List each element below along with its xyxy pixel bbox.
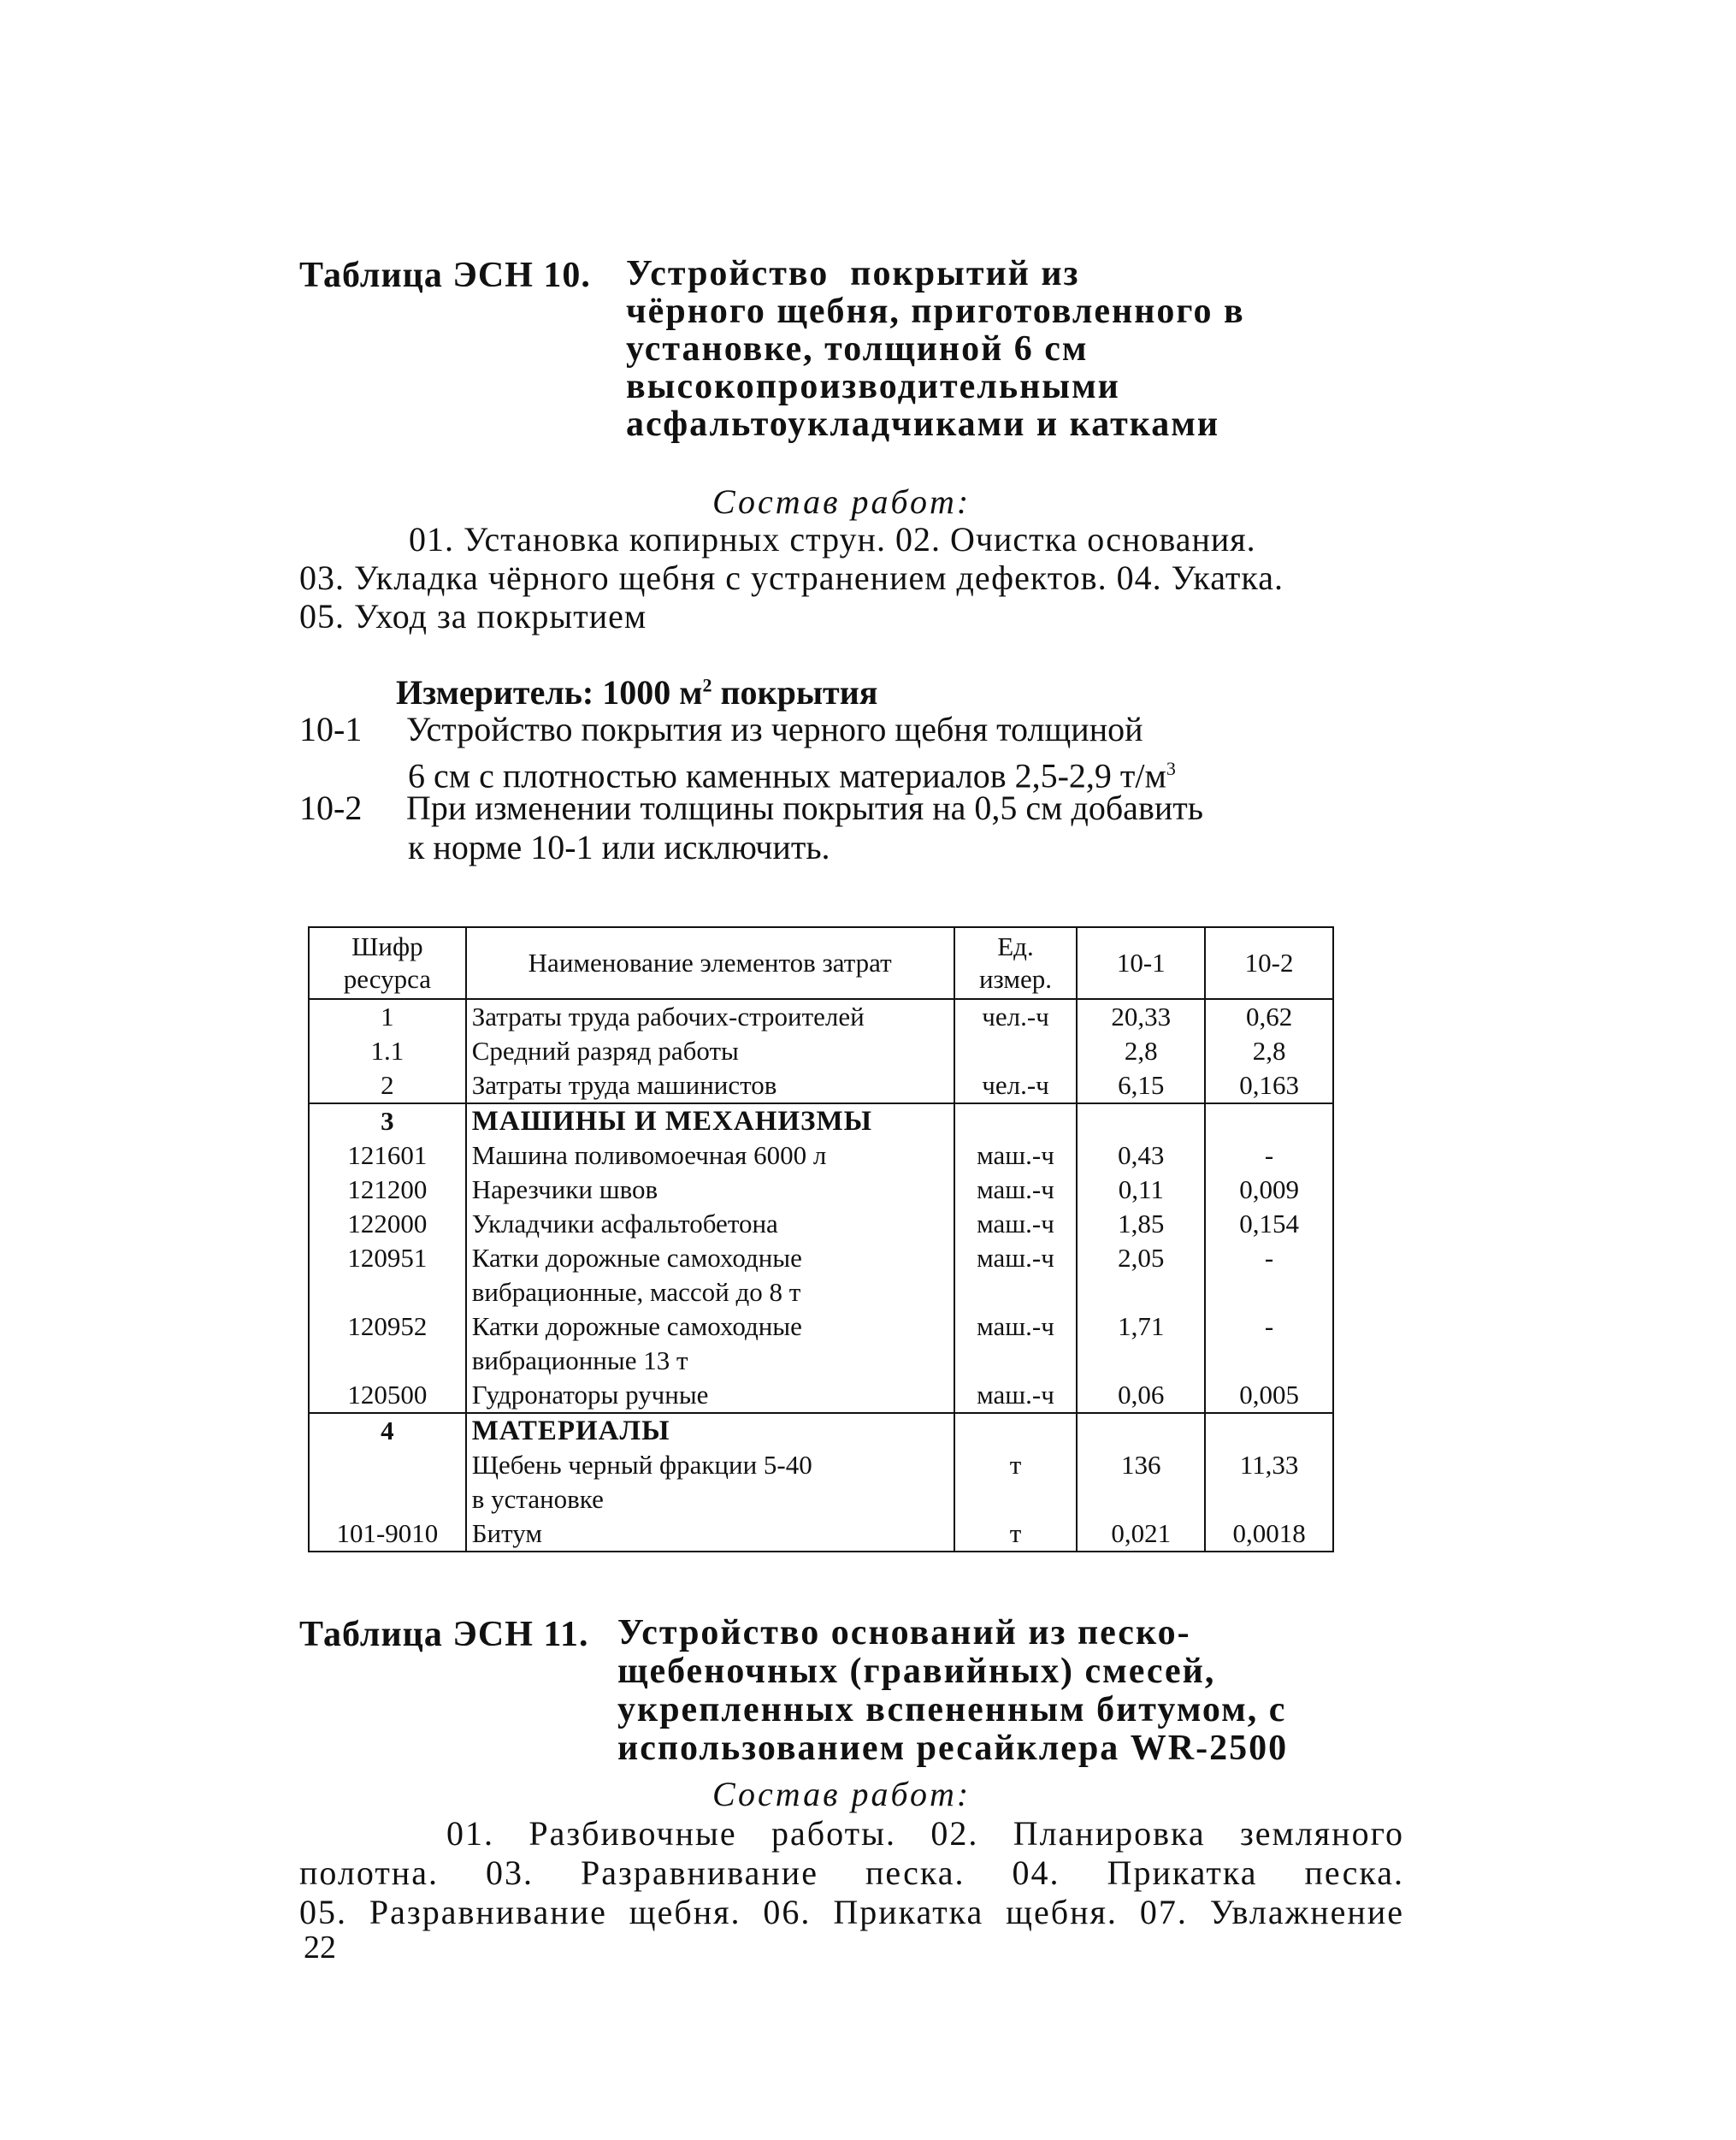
cell-unit	[954, 1344, 1078, 1378]
table-row-continuation	[309, 1275, 1333, 1309]
cell-unit: т	[954, 1516, 1078, 1552]
cell-code	[309, 1275, 466, 1309]
norm-text: Устройство покрытия из черного щебня толщиной	[406, 710, 1143, 748]
cell-code: 3	[309, 1103, 466, 1138]
title-line: Устройство покрытий из	[626, 254, 1080, 293]
cell-value-10-1: 6,15	[1077, 1068, 1205, 1103]
cell-value-10-1: 0,021	[1077, 1516, 1205, 1552]
page-number: 22	[304, 1930, 336, 1966]
cell-value-10-2	[1205, 1103, 1333, 1138]
norm-text-cont: к норме 10-1 или исключить.	[408, 828, 830, 866]
cell-value-10-1: 1,85	[1077, 1207, 1205, 1241]
table-10-label: Таблица ЭСН 10.	[299, 256, 591, 295]
cell-name: Щебень черный фракции 5-40	[466, 1448, 954, 1482]
title-line: использованием ресайклера WR-2500	[617, 1729, 1289, 1768]
table-row	[309, 1378, 1333, 1413]
header-name: Наименование элементов затрат	[466, 927, 954, 999]
cell-name: Нарезчики швов	[466, 1173, 954, 1207]
cell-name: Средний разряд работы	[466, 1034, 954, 1068]
norm-text-line: 6 см с плотностью каменных материалов 2,5-2,9 т/м	[408, 756, 1166, 795]
table-row	[309, 1207, 1333, 1241]
table-row	[309, 1448, 1333, 1482]
cell-value-10-2: 2,8	[1205, 1034, 1333, 1068]
cell-value-10-1: 20,33	[1077, 999, 1205, 1034]
cell-value-10-2	[1205, 1413, 1333, 1448]
composition-line: 03. Укладка чёрного щебня с устранением дефектов. 04. Укатка.	[299, 559, 1284, 597]
cell-name: Затраты труда рабочих-строителей	[466, 999, 954, 1034]
cell-value-10-2: 0,0018	[1205, 1516, 1333, 1552]
table-row-continuation	[309, 1482, 1333, 1516]
cell-unit: маш.-ч	[954, 1138, 1078, 1173]
cell-value-10-2	[1205, 1344, 1333, 1378]
meter-suffix: покрытия	[712, 673, 878, 712]
composition-heading: Состав работ:	[712, 482, 971, 521]
cell-value-10-1: 1,71	[1077, 1309, 1205, 1344]
cell-code: 1	[309, 999, 466, 1034]
cell-unit: маш.-ч	[954, 1173, 1078, 1207]
cell-unit: маш.-ч	[954, 1309, 1078, 1344]
cell-code: 120952	[309, 1309, 466, 1344]
cell-value-10-1: 2,05	[1077, 1241, 1205, 1275]
cell-value-10-2: 0,154	[1205, 1207, 1333, 1241]
resource-table	[308, 926, 1334, 1552]
table-row	[309, 1138, 1333, 1173]
cell-unit: т	[954, 1448, 1078, 1482]
cell-value-10-2: 0,62	[1205, 999, 1333, 1034]
cell-value-10-2: 0,005	[1205, 1378, 1333, 1413]
cell-name: вибрационные, массой до 8 т	[466, 1275, 954, 1309]
cell-value-10-2: 11,33	[1205, 1448, 1333, 1482]
cell-code: 101-9010	[309, 1516, 466, 1552]
cell-unit: чел.-ч	[954, 999, 1078, 1034]
meter-text: Измеритель: 1000 м	[396, 673, 703, 712]
composition-line: 05. Уход за покрытием	[299, 597, 647, 635]
table-header-row	[309, 927, 1333, 999]
table-10-title	[626, 255, 1245, 443]
cell-code	[309, 1482, 466, 1516]
cell-value-10-2: -	[1205, 1138, 1333, 1173]
cell-name: Катки дорожные самоходные	[466, 1309, 954, 1344]
cell-code: 1.1	[309, 1034, 466, 1068]
table-section-row	[309, 1103, 1333, 1138]
cell-name: Затраты труда машинистов	[466, 1068, 954, 1103]
cell-code: 120500	[309, 1378, 466, 1413]
cell-name: Битум	[466, 1516, 954, 1552]
cell-value-10-1: 0,43	[1077, 1138, 1205, 1173]
composition-line: 05. Разравнивание щебня. 06. Прикатка щебня. 07. Увлажнение	[299, 1893, 1404, 1931]
title-line: асфальтоукладчиками и катками	[626, 405, 1220, 444]
title-line: Устройство оснований из песко-	[617, 1613, 1191, 1652]
cell-value-10-1	[1077, 1482, 1205, 1516]
cell-name: в установке	[466, 1482, 954, 1516]
cell-name: Машина поливомоечная 6000 л	[466, 1138, 954, 1173]
cell-unit: чел.-ч	[954, 1068, 1078, 1103]
cell-code: 120951	[309, 1241, 466, 1275]
header-col-10-1: 10-1	[1077, 927, 1205, 999]
cell-name: Катки дорожные самоходные	[466, 1241, 954, 1275]
cell-unit	[954, 1034, 1078, 1068]
cell-value-10-2	[1205, 1275, 1333, 1309]
cell-value-10-1: 2,8	[1077, 1034, 1205, 1068]
cell-value-10-1	[1077, 1103, 1205, 1138]
meter-line	[396, 672, 877, 712]
cell-value-10-2: -	[1205, 1309, 1333, 1344]
cell-value-10-1: 136	[1077, 1448, 1205, 1482]
cell-value-10-2: 0,009	[1205, 1173, 1333, 1207]
cell-unit: маш.-ч	[954, 1241, 1078, 1275]
table-row	[309, 1309, 1333, 1344]
cell-section-name: МАТЕРИАЛЫ	[466, 1413, 954, 1448]
cell-code	[309, 1448, 466, 1482]
cell-unit: маш.-ч	[954, 1378, 1078, 1413]
table-row-continuation	[309, 1344, 1333, 1378]
norm-code: 10-1	[299, 710, 363, 748]
cell-code: 4	[309, 1413, 466, 1448]
table-11-title	[617, 1614, 1288, 1768]
cell-unit	[954, 1275, 1078, 1309]
title-line: укрепленных вспененным битумом, с	[617, 1690, 1287, 1729]
norm-code: 10-2	[299, 789, 363, 827]
cell-value-10-1: 0,06	[1077, 1378, 1205, 1413]
header-code: Шифр ресурса	[309, 927, 466, 999]
header-unit: Ед. измер.	[954, 927, 1078, 999]
title-line: установке, толщиной 6 см	[626, 329, 1089, 369]
cell-name: Гудронаторы ручные	[466, 1378, 954, 1413]
cell-unit	[954, 1482, 1078, 1516]
table-row	[309, 1173, 1333, 1207]
cell-code: 122000	[309, 1207, 466, 1241]
cell-code	[309, 1344, 466, 1378]
composition-text	[299, 520, 1402, 635]
composition-heading-2: Состав работ:	[712, 1775, 971, 1813]
cell-code: 121200	[309, 1173, 466, 1207]
cell-value-10-2: 0,163	[1205, 1068, 1333, 1103]
cell-unit	[954, 1103, 1078, 1138]
cell-value-10-2	[1205, 1482, 1333, 1516]
cell-section-name: МАШИНЫ И МЕХАНИЗМЫ	[466, 1103, 954, 1138]
cell-name: Укладчики асфальтобетона	[466, 1207, 954, 1241]
table-row	[309, 1034, 1333, 1068]
title-line: высокопроизводительными	[626, 367, 1120, 406]
table-row	[309, 999, 1333, 1034]
norm-superscript: 3	[1166, 758, 1176, 779]
cell-code: 121601	[309, 1138, 466, 1173]
norm-text: При изменении толщины покрытия на 0,5 см добавить	[406, 789, 1203, 827]
title-line: чёрного щебня, приготовленного в	[626, 292, 1245, 331]
cell-name: вибрационные 13 т	[466, 1344, 954, 1378]
cell-value-10-1	[1077, 1275, 1205, 1309]
cell-value-10-1: 0,11	[1077, 1173, 1205, 1207]
composition-line: 01. Установка копирных струн. 02. Очистка основания.	[409, 520, 1256, 559]
cell-value-10-1	[1077, 1413, 1205, 1448]
header-col-10-2: 10-2	[1205, 927, 1333, 999]
cell-value-10-1	[1077, 1344, 1205, 1378]
title-line: щебеночных (гравийных) смесей,	[617, 1652, 1216, 1691]
table-section-row	[309, 1413, 1333, 1448]
meter-superscript: 2	[702, 674, 712, 696]
cell-code: 2	[309, 1068, 466, 1103]
cell-value-10-2: -	[1205, 1241, 1333, 1275]
table-row	[309, 1516, 1333, 1552]
composition-line: полотна. 03. Разравнивание песка. 04. Прикатка песка.	[299, 1853, 1404, 1892]
composition-line: 01. Разбивочные работы. 02. Планировка земляного	[446, 1814, 1404, 1853]
table-row	[309, 1241, 1333, 1275]
cell-unit	[954, 1413, 1078, 1448]
table-row	[309, 1068, 1333, 1103]
cell-unit: маш.-ч	[954, 1207, 1078, 1241]
composition-text-2	[299, 1814, 1404, 1932]
table-11-label: Таблица ЭСН 11.	[299, 1615, 589, 1654]
